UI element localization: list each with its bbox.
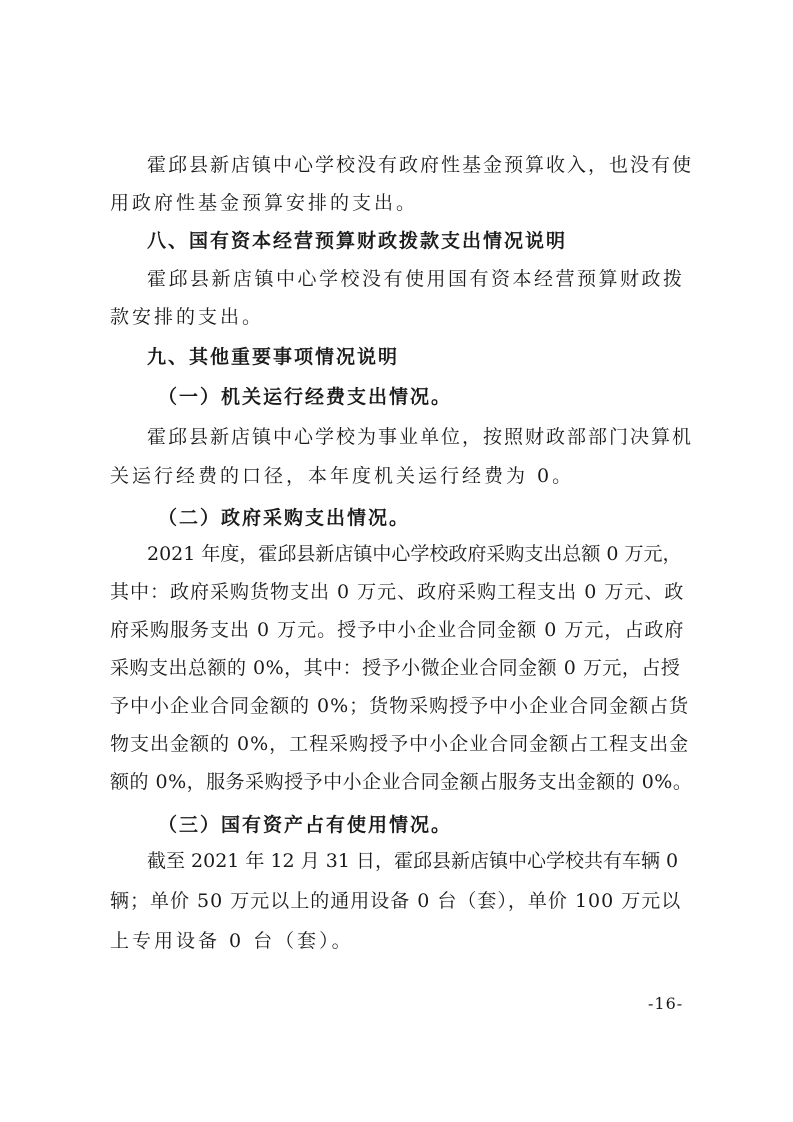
subsection-heading: （三）国有资产占有使用情况。 (158, 814, 453, 836)
paragraph-line: 额的 0%，服务采购授予中小企业合同金额占服务支出金额的 0%。 (110, 771, 693, 793)
paragraph-line: 霍邱县新店镇中心学校为事业单位，按照财政部部门决算机 (147, 426, 694, 448)
paragraph-line: 采购支出总额的 0%，其中：授予小微企业合同金额 0 万元，占授 (110, 657, 681, 679)
paragraph-line: 物支出金额的 0%，工程采购授予中小企业合同金额占工程支出金 (110, 733, 690, 755)
paragraph-line: 霍邱县新店镇中心学校没有使用国有资本经营预算财政拨 (147, 268, 685, 290)
subsection-heading: （一）机关运行经费支出情况。 (158, 386, 453, 408)
paragraph-line: 予中小企业合同金额的 0%；货物采购授予中小企业合同金额占货 (110, 695, 690, 717)
paragraph-line: 关运行经费的口径，本年度机关运行经费为 0。 (110, 465, 575, 487)
paragraph-line: 用政府性基金预算安排的支出。 (110, 192, 419, 214)
paragraph-line: 府采购服务支出 0 万元。授予中小企业合同金额 0 万元，占政府 (110, 619, 685, 641)
section-heading: 八、国有资本经营预算财政拨款支出情况说明 (147, 230, 568, 252)
page-number: -16- (648, 994, 684, 1013)
paragraph-line: 上专用设备 0 台（套）。 (110, 930, 354, 952)
paragraph-line: 款安排的支出。 (110, 306, 265, 328)
paragraph-line: 辆；单价 50 万元以上的通用设备 0 台（套），单价 100 万元以 (110, 890, 682, 912)
subsection-heading: （二）政府采购支出情况。 (158, 507, 411, 529)
paragraph-line: 2021 年度，霍邱县新店镇中心学校政府采购支出总额 0 万元， (147, 543, 682, 565)
paragraph-line: 截至 2021 年 12 月 31 日，霍邱县新店镇中心学校共有车辆 0 (147, 850, 679, 872)
paragraph-line: 霍邱县新店镇中心学校没有政府性基金预算收入，也没有使 (147, 154, 694, 176)
section-heading: 九、其他重要事项情况说明 (147, 346, 400, 368)
paragraph-line: 其中：政府采购货物支出 0 万元、政府采购工程支出 0 万元、政 (110, 581, 685, 603)
